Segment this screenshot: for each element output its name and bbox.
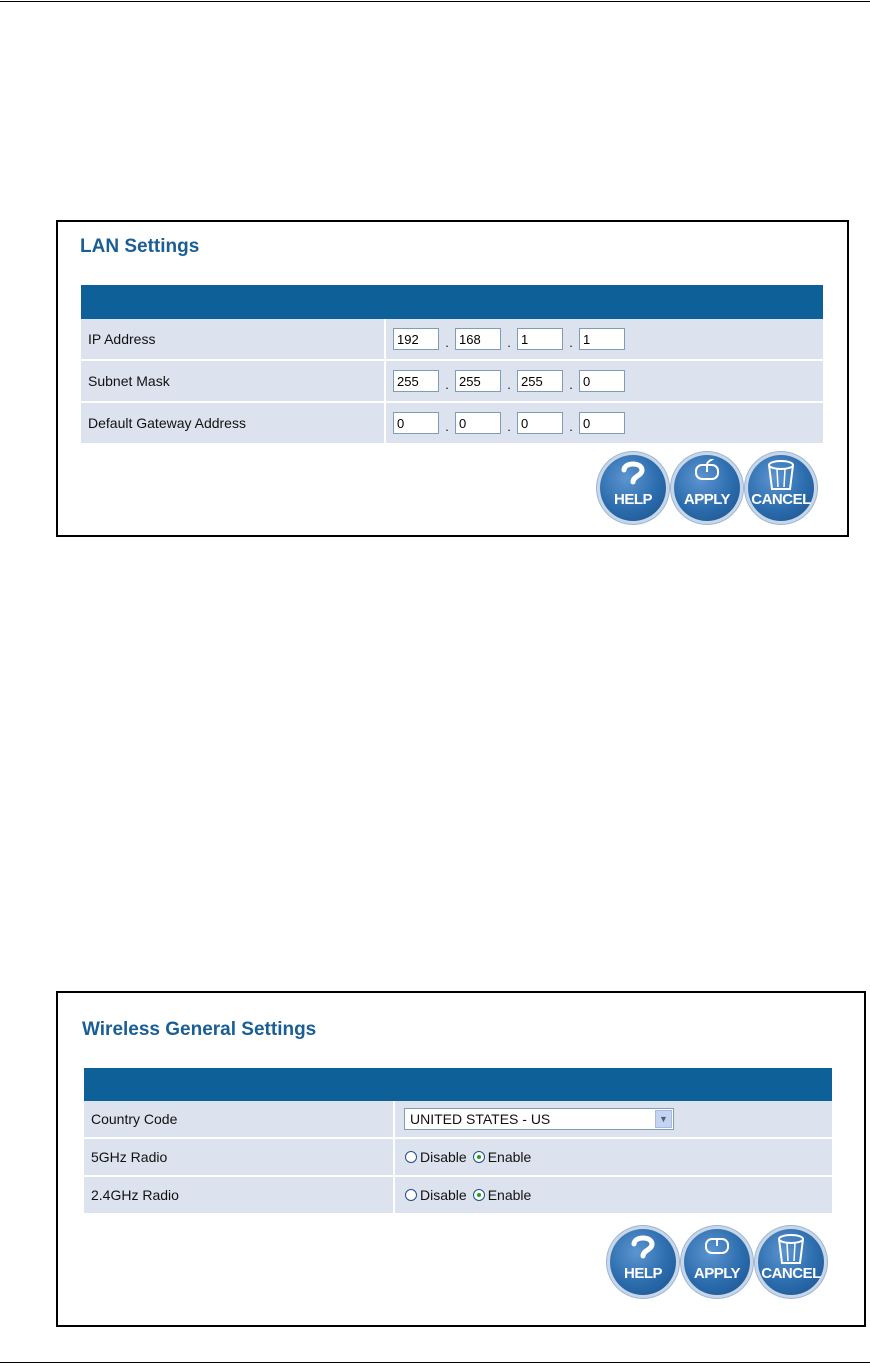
question-mark-icon	[618, 459, 648, 493]
subnet-octet-1[interactable]	[393, 370, 439, 392]
cancel-button[interactable]	[748, 455, 814, 521]
gateway-octet-4[interactable]	[579, 412, 625, 434]
octet-separator: .	[445, 418, 449, 434]
wireless-settings-table	[84, 1068, 832, 1215]
octet-separator: .	[507, 376, 511, 392]
radio-24ghz-label: 2.4GHz Radio	[84, 1177, 395, 1215]
mouse-icon	[702, 1233, 732, 1267]
subnet-octet-4[interactable]	[579, 370, 625, 392]
table-row	[84, 1101, 832, 1139]
chevron-down-icon[interactable]: ▼	[655, 1110, 672, 1128]
radio-24ghz-options	[405, 1187, 825, 1203]
lan-settings-panel	[56, 220, 849, 537]
radio-24ghz-enable[interactable]	[473, 1189, 485, 1201]
ip-octet-1[interactable]	[393, 328, 439, 350]
radio-5ghz-enable-label[interactable]: Enable	[487, 1149, 532, 1165]
radio-24ghz-disable[interactable]	[405, 1189, 417, 1201]
cancel-button[interactable]	[758, 1229, 824, 1295]
octet-separator: .	[569, 376, 573, 392]
default-gateway-label: Default Gateway Address	[81, 403, 386, 445]
wireless-settings-title: Wireless General Settings	[82, 1019, 317, 1040]
table-row	[81, 403, 823, 445]
radio-5ghz-disable-label[interactable]: Disable	[420, 1149, 467, 1165]
radio-24ghz-disable-label[interactable]: Disable	[420, 1187, 467, 1203]
ip-octet-4[interactable]	[579, 328, 625, 350]
table-row	[84, 1139, 832, 1177]
wireless-general-settings-panel	[56, 991, 866, 1327]
country-code-value: UNITED STATES - US	[410, 1111, 551, 1127]
subnet-mask-field	[393, 370, 816, 392]
radio-5ghz-label: 5GHz Radio	[84, 1139, 395, 1177]
trash-can-icon	[766, 459, 796, 493]
help-button-label: HELP	[623, 1265, 662, 1282]
gateway-octet-1[interactable]	[393, 412, 439, 434]
radio-24ghz-enable-label[interactable]: Enable	[487, 1187, 532, 1203]
radio-5ghz-options	[405, 1149, 825, 1165]
octet-separator: .	[569, 418, 573, 434]
top-rule	[0, 1, 870, 2]
cancel-button-label: CANCEL	[751, 491, 811, 508]
mouse-icon	[692, 459, 722, 493]
wireless-action-buttons	[610, 1229, 824, 1295]
country-code-label: Country Code	[84, 1101, 395, 1139]
octet-separator: .	[507, 418, 511, 434]
apply-button[interactable]	[684, 1229, 750, 1295]
subnet-mask-label: Subnet Mask	[81, 361, 386, 403]
radio-5ghz-enable[interactable]	[473, 1151, 485, 1163]
apply-button-label: APPLY	[683, 491, 731, 508]
gateway-octet-2[interactable]	[455, 412, 501, 434]
gateway-octet-3[interactable]	[517, 412, 563, 434]
octet-separator: .	[445, 376, 449, 392]
ip-octet-2[interactable]	[455, 328, 501, 350]
table-row	[81, 319, 823, 361]
ip-address-label: IP Address	[81, 319, 386, 361]
help-button[interactable]	[600, 455, 666, 521]
ip-octet-3[interactable]	[517, 328, 563, 350]
octet-separator: .	[445, 334, 449, 350]
trash-can-icon	[776, 1233, 806, 1267]
cancel-button-label: CANCEL	[761, 1265, 821, 1282]
radio-5ghz-disable[interactable]	[405, 1151, 417, 1163]
apply-button-label: APPLY	[693, 1265, 741, 1282]
octet-separator: .	[569, 334, 573, 350]
octet-separator: .	[507, 334, 511, 350]
help-button-label: HELP	[613, 491, 652, 508]
ip-address-field	[393, 328, 816, 350]
table-row	[84, 1177, 832, 1215]
lan-settings-table	[81, 285, 823, 445]
lan-settings-title: LAN Settings	[80, 236, 200, 257]
subnet-octet-3[interactable]	[517, 370, 563, 392]
apply-button[interactable]	[674, 455, 740, 521]
bottom-rule	[0, 1362, 870, 1363]
table-header-bar	[84, 1068, 832, 1101]
help-button[interactable]	[610, 1229, 676, 1295]
country-code-select[interactable]	[404, 1108, 674, 1130]
question-mark-icon	[628, 1233, 658, 1267]
table-row	[81, 361, 823, 403]
lan-action-buttons	[600, 455, 814, 521]
subnet-octet-2[interactable]	[455, 370, 501, 392]
default-gateway-field	[393, 412, 816, 434]
table-header-bar	[81, 285, 823, 319]
